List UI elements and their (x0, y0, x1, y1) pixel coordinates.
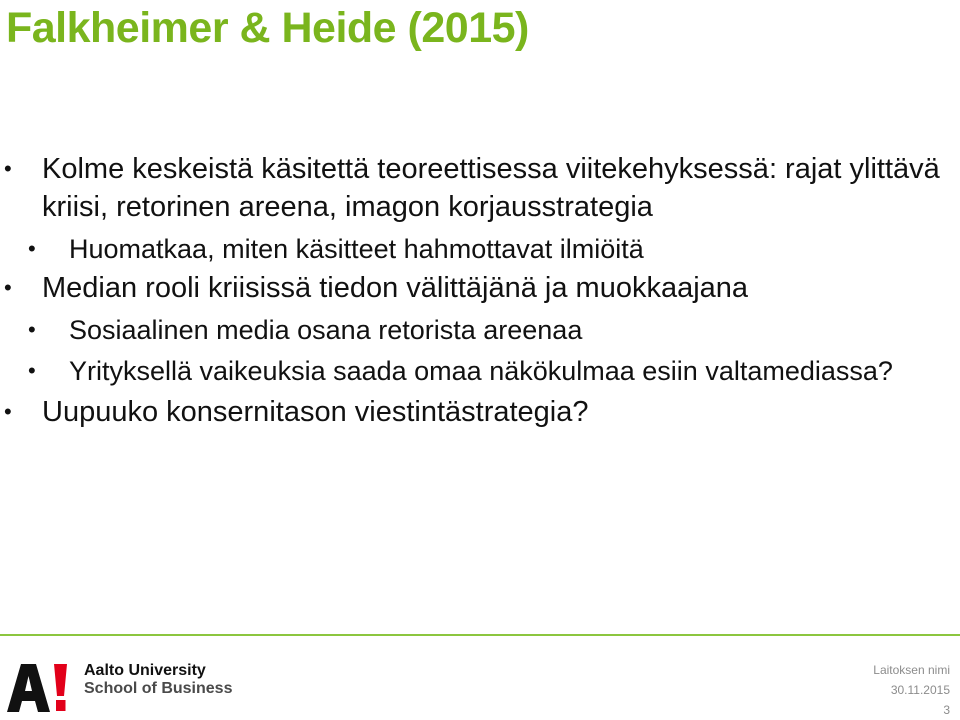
bullet-item (0, 352, 940, 390)
bullet-item (0, 150, 940, 226)
bullet-text: Yrityksellä vaikeuksia saada omaa näkökulmaa esiin valtamediassa? (69, 356, 893, 386)
school-name: School of Business (84, 680, 233, 697)
bullet-dot-icon: • (4, 275, 12, 300)
footer-info (873, 660, 950, 720)
bullet-dot-icon: • (28, 317, 36, 342)
university-name: Aalto University (84, 662, 206, 679)
bullet-list (0, 150, 940, 431)
footer-divider (0, 634, 960, 636)
bullet-item (0, 269, 940, 307)
bullet-text: Huomatkaa, miten käsitteet hahmottavat ilmiöitä (69, 234, 644, 264)
page-number: 3 (943, 703, 950, 717)
department-name: Laitoksen nimi (873, 663, 950, 677)
bullet-text: Median rooli kriisissä tiedon välittäjänä ja muokkaajana (42, 272, 749, 304)
bullet-dot-icon: • (4, 156, 12, 181)
slide-title: Falkheimer & Heide (2015) (6, 4, 529, 52)
aalto-logo-icon (7, 662, 71, 712)
bullet-item (0, 393, 940, 431)
slide-date: 30.11.2015 (890, 683, 950, 697)
bullet-text: Uupuuko konsernitason viestintästrategia? (42, 396, 589, 428)
bullet-dot-icon: • (4, 399, 12, 424)
bullet-dot-icon: • (28, 358, 36, 383)
bullet-dot-icon: • (28, 236, 36, 261)
bullet-text: Sosiaalinen media osana retorista areenaa (69, 315, 583, 345)
bullet-item (0, 230, 940, 268)
bullet-item (0, 311, 940, 349)
institution-name (84, 662, 232, 698)
bullet-text: Kolme keskeistä käsitettä teoreettisessa viitekehyksessä: rajat ylittävä kriisi, retorinen areena, imagon korjausstrategia (42, 153, 940, 223)
